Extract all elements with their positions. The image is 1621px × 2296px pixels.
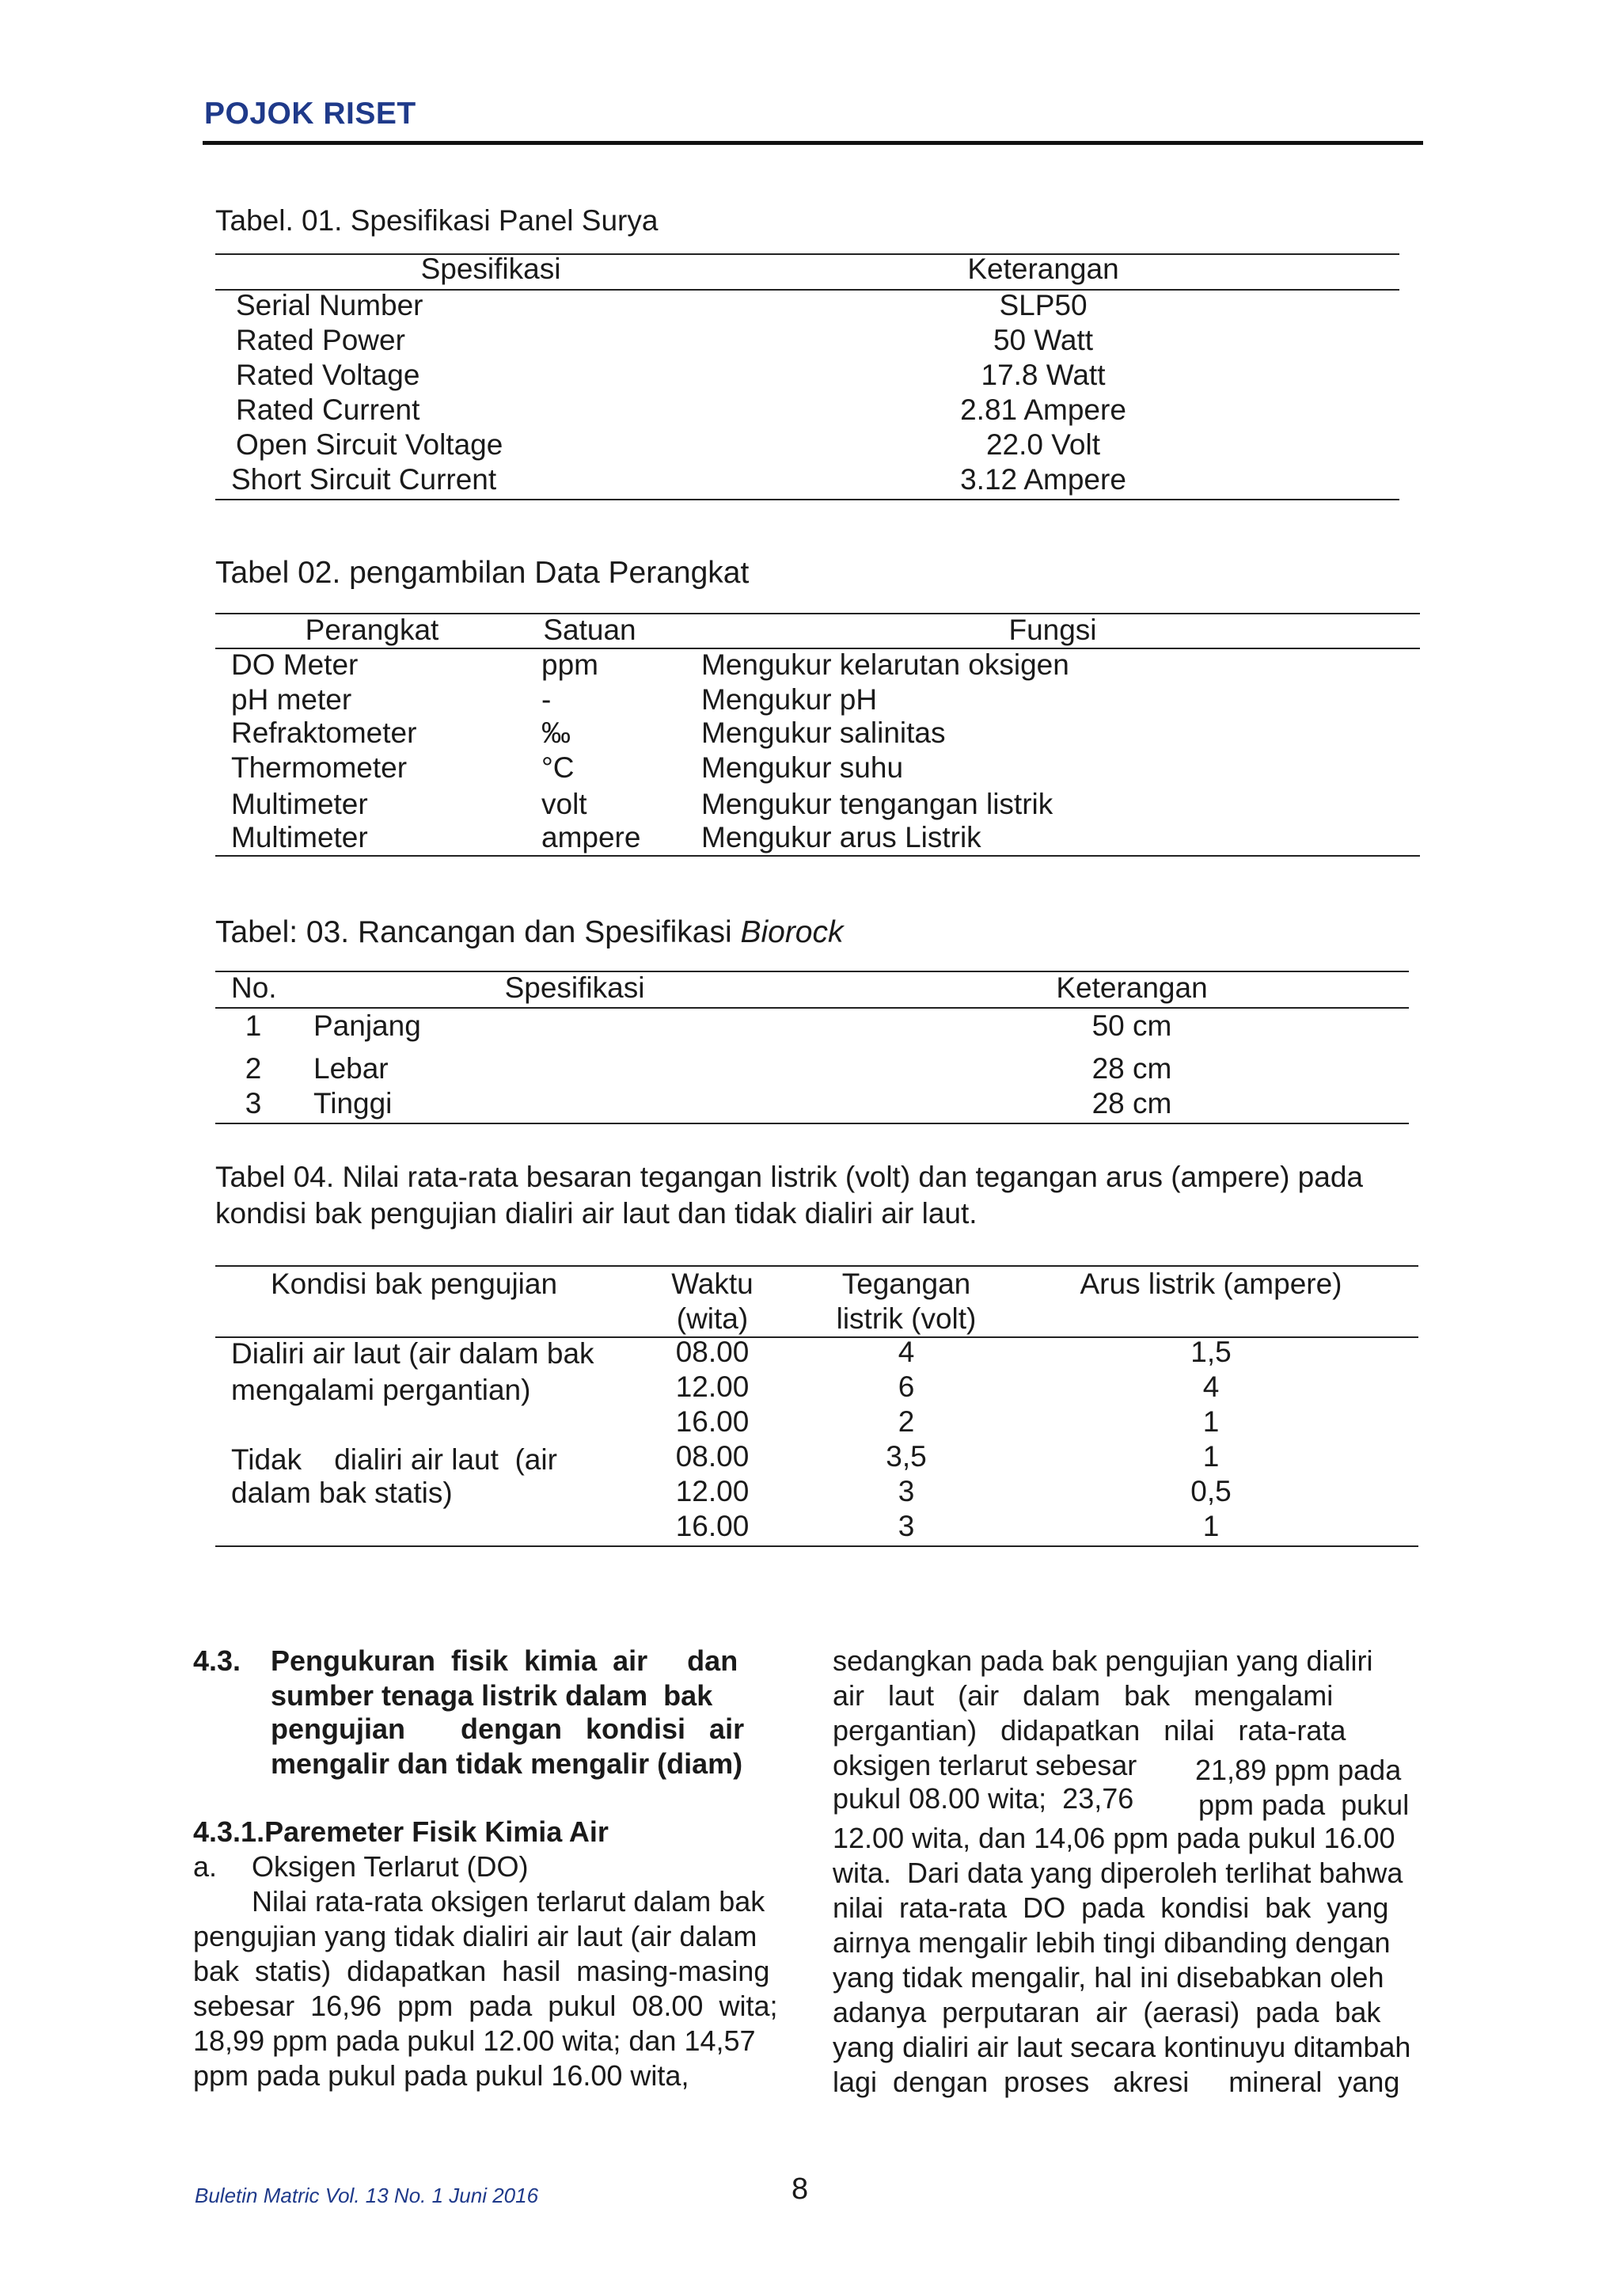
table-cell: 28 cm	[1091, 1087, 1172, 1119]
table-cell: 3,5	[886, 1440, 927, 1473]
table-cell: Mengukur kelarutan oksigen	[701, 648, 1069, 681]
table-cell: 3.12 Ampere	[960, 463, 1126, 496]
paragraph-right-line-1: sedangkan pada bak pengujian yang dialiri	[833, 1644, 1373, 1677]
table-cell: Mengukur suhu	[701, 751, 904, 784]
paragraph-right-line-11: adanya perputaran air (aerasi) pada bak	[833, 1996, 1381, 2028]
footer-journal: Buletin Matric Vol. 13 No. 1 Juni 2016	[195, 2184, 539, 2207]
table-3-caption-text: Tabel: 03. Rancangan dan Spesifikasi	[215, 915, 741, 949]
table-4-header-tegangan: Tegangan	[841, 1268, 971, 1300]
table-cell: 17.8 Watt	[981, 359, 1106, 391]
table-1-bottom-rule	[215, 499, 1399, 500]
table-cell: 2	[898, 1405, 915, 1438]
subsection-heading: 4.3.1.Paremeter Fisik Kimia Air	[193, 1815, 609, 1848]
table-3-header-no: No.	[231, 971, 277, 1004]
table-row: 12.00	[675, 1475, 750, 1507]
table-4-caption-line-1: Tabel 04. Nilai rata-rata besaran tegangan listrik (volt) dan tegangan arus (ampere) pada	[215, 1161, 1363, 1193]
table-row: Multimeter	[231, 821, 368, 853]
table-3-header-keterangan: Keterangan	[1056, 971, 1208, 1004]
table-4-header-kondisi: Kondisi bak pengujian	[271, 1268, 558, 1300]
table-row: 16.00	[675, 1405, 750, 1438]
table-2-bottom-rule	[215, 855, 1420, 857]
table-row: Short Sircuit Current	[231, 463, 497, 496]
table-row: Open Sircuit Voltage	[236, 428, 503, 461]
table-cell: 3	[898, 1475, 915, 1507]
paragraph-right-line-4b: 21,89 ppm pada	[1195, 1754, 1402, 1786]
paragraph-right-line-6: 12.00 wita, dan 14,06 ppm pada pukul 16.00	[833, 1822, 1395, 1854]
table-row: Rated Power	[236, 324, 405, 356]
table-3-bottom-rule	[215, 1123, 1409, 1124]
table-1-header-keterangan: Keterangan	[967, 253, 1119, 285]
table-cell: ampere	[541, 821, 641, 853]
table-cell: 2.81 Ampere	[960, 393, 1126, 426]
paragraph-right-line-4: oksigen terlarut sebesar	[833, 1749, 1137, 1781]
table-2-header-perangkat: Perangkat	[305, 614, 439, 646]
table-row: pH meter	[231, 683, 352, 716]
table-4-header-waktu-unit: (wita)	[676, 1302, 749, 1335]
table-4-caption-line-2: kondisi bak pengujian dialiri air laut dan tidak dialiri air laut.	[215, 1197, 978, 1230]
table-row: Refraktometer	[231, 717, 417, 749]
page-number: 8	[792, 2172, 809, 2206]
table-cell: ppm	[541, 648, 598, 681]
paragraph-right-line-5: pukul 08.00 wita; 23,76	[833, 1782, 1134, 1815]
table-row: 1	[245, 1009, 262, 1042]
table-cell: SLP50	[999, 289, 1088, 321]
section-heading-line-2: sumber tenaga listrik dalam bak	[271, 1679, 713, 1712]
table-cell: Mengukur pH	[701, 683, 878, 716]
table-4-header-waktu: Waktu	[671, 1268, 754, 1300]
table-2-header-satuan: Satuan	[543, 614, 636, 646]
paragraph-left-line-2: pengujian yang tidak dialiri air laut (air dalam	[193, 1920, 757, 1952]
table-2-caption: Tabel 02. pengambilan Data Perangkat	[215, 556, 750, 590]
section-heading-line-3: pengujian dengan kondisi air	[271, 1712, 745, 1745]
table-4-header-tegangan-unit: listrik (volt)	[836, 1302, 977, 1335]
table-row: 08.00	[675, 1336, 750, 1368]
table-cell: Lebar	[313, 1052, 389, 1085]
list-item-title: Oksigen Terlarut (DO)	[252, 1850, 529, 1883]
table-cell: 50 cm	[1091, 1009, 1172, 1042]
paragraph-left-line-3: bak statis) didapatkan hasil masing-masing	[193, 1955, 770, 1987]
section-heading-line-4: mengalir dan tidak mengalir (diam)	[271, 1747, 743, 1780]
header-title: POJOK RISET	[204, 97, 416, 131]
table-3-caption	[215, 915, 844, 950]
table-cell: 1	[1202, 1440, 1220, 1473]
table-cell: 4	[1202, 1370, 1220, 1403]
table-row: 12.00	[675, 1370, 750, 1403]
table-cell: Mengukur tengangan listrik	[701, 788, 1053, 820]
table-4-group-tidak-dialiri: Tidak dialiri air laut (air	[231, 1443, 557, 1476]
table-cell: 3	[898, 1510, 915, 1542]
table-cell: 1,5	[1190, 1336, 1232, 1368]
table-3-caption-italic: Biorock	[740, 915, 844, 949]
header-rule	[203, 141, 1423, 145]
paragraph-right-line-2: air laut (air dalam bak mengalami	[833, 1679, 1334, 1712]
table-cell: Mengukur salinitas	[701, 717, 946, 749]
table-4-bottom-rule	[215, 1545, 1418, 1547]
table-4-header-arus: Arus listrik (ampere)	[1080, 1268, 1342, 1300]
table-row: 16.00	[675, 1510, 750, 1542]
section-heading-line-1: Pengukuran fisik kimia air dan	[271, 1644, 738, 1677]
table-1-header-spesifikasi: Spesifikasi	[420, 253, 561, 285]
table-row: Rated Voltage	[236, 359, 420, 391]
paragraph-right-line-9: airnya mengalir lebih tingi dibanding dengan	[833, 1926, 1391, 1959]
table-cell: 4	[898, 1336, 915, 1368]
paragraph-right-line-7: wita. Dari data yang diperoleh terlihat bahwa	[833, 1857, 1403, 1889]
table-1-caption: Tabel. 01. Spesifikasi Panel Surya	[215, 204, 659, 237]
table-row: Thermometer	[231, 751, 408, 784]
table-row: 2	[245, 1052, 262, 1085]
table-cell: 1	[1202, 1405, 1220, 1438]
table-cell: Panjang	[313, 1009, 421, 1042]
paragraph-left-line-1: Nilai rata-rata oksigen terlarut dalam bak	[252, 1885, 765, 1918]
table-row: Multimeter	[231, 788, 368, 820]
table-row: 3	[245, 1087, 262, 1119]
paragraph-right-line-10: yang tidak mengalir, hal ini disebabkan oleh	[833, 1961, 1384, 1994]
table-cell: 6	[898, 1370, 915, 1403]
table-cell: volt	[541, 788, 587, 820]
table-cell: Tinggi	[313, 1087, 393, 1119]
table-row: 08.00	[675, 1440, 750, 1473]
table-row: DO Meter	[231, 648, 359, 681]
paragraph-right-line-3: pergantian) didapatkan nilai rata-rata	[833, 1714, 1346, 1747]
paragraph-right-line-8: nilai rata-rata DO pada kondisi bak yang	[833, 1891, 1389, 1924]
paragraph-left-line-6: ppm pada pukul pada pukul 16.00 wita,	[193, 2059, 689, 2092]
table-cell: °C	[541, 751, 575, 784]
table-4-group-dialiri: Dialiri air laut (air dalam bak	[231, 1337, 594, 1370]
table-cell: 0,5	[1190, 1475, 1232, 1507]
table-cell: 50 Watt	[993, 324, 1094, 356]
list-item-label: a.	[193, 1850, 218, 1883]
paragraph-left-line-4: sebesar 16,96 ppm pada pukul 08.00 wita;	[193, 1990, 778, 2022]
table-cell: 28 cm	[1091, 1052, 1172, 1085]
paragraph-right-line-13: lagi dengan proses akresi mineral yang	[833, 2066, 1400, 2098]
section-number: 4.3.	[193, 1644, 241, 1677]
table-row: Serial Number	[236, 289, 423, 321]
paragraph-left-line-5: 18,99 ppm pada pukul 12.00 wita; dan 14,57	[193, 2024, 756, 2057]
table-4-group-dialiri-line-2: mengalami pergantian)	[231, 1374, 531, 1406]
table-cell: ‰	[541, 717, 571, 749]
table-cell: Mengukur arus Listrik	[701, 821, 981, 853]
paragraph-right-line-5b: ppm pada pukul	[1198, 1789, 1410, 1821]
table-row: Rated Current	[236, 393, 420, 426]
table-cell: -	[541, 683, 552, 716]
table-cell: 1	[1202, 1510, 1220, 1542]
table-4-group-tidak-dialiri-line-2: dalam bak statis)	[231, 1477, 453, 1509]
table-2-header-fungsi: Fungsi	[1008, 614, 1097, 646]
table-cell: 22.0 Volt	[985, 428, 1100, 461]
table-3-header-spesifikasi: Spesifikasi	[504, 971, 645, 1004]
paragraph-right-line-12: yang dialiri air laut secara kontinuyu ditambah	[833, 2031, 1411, 2063]
